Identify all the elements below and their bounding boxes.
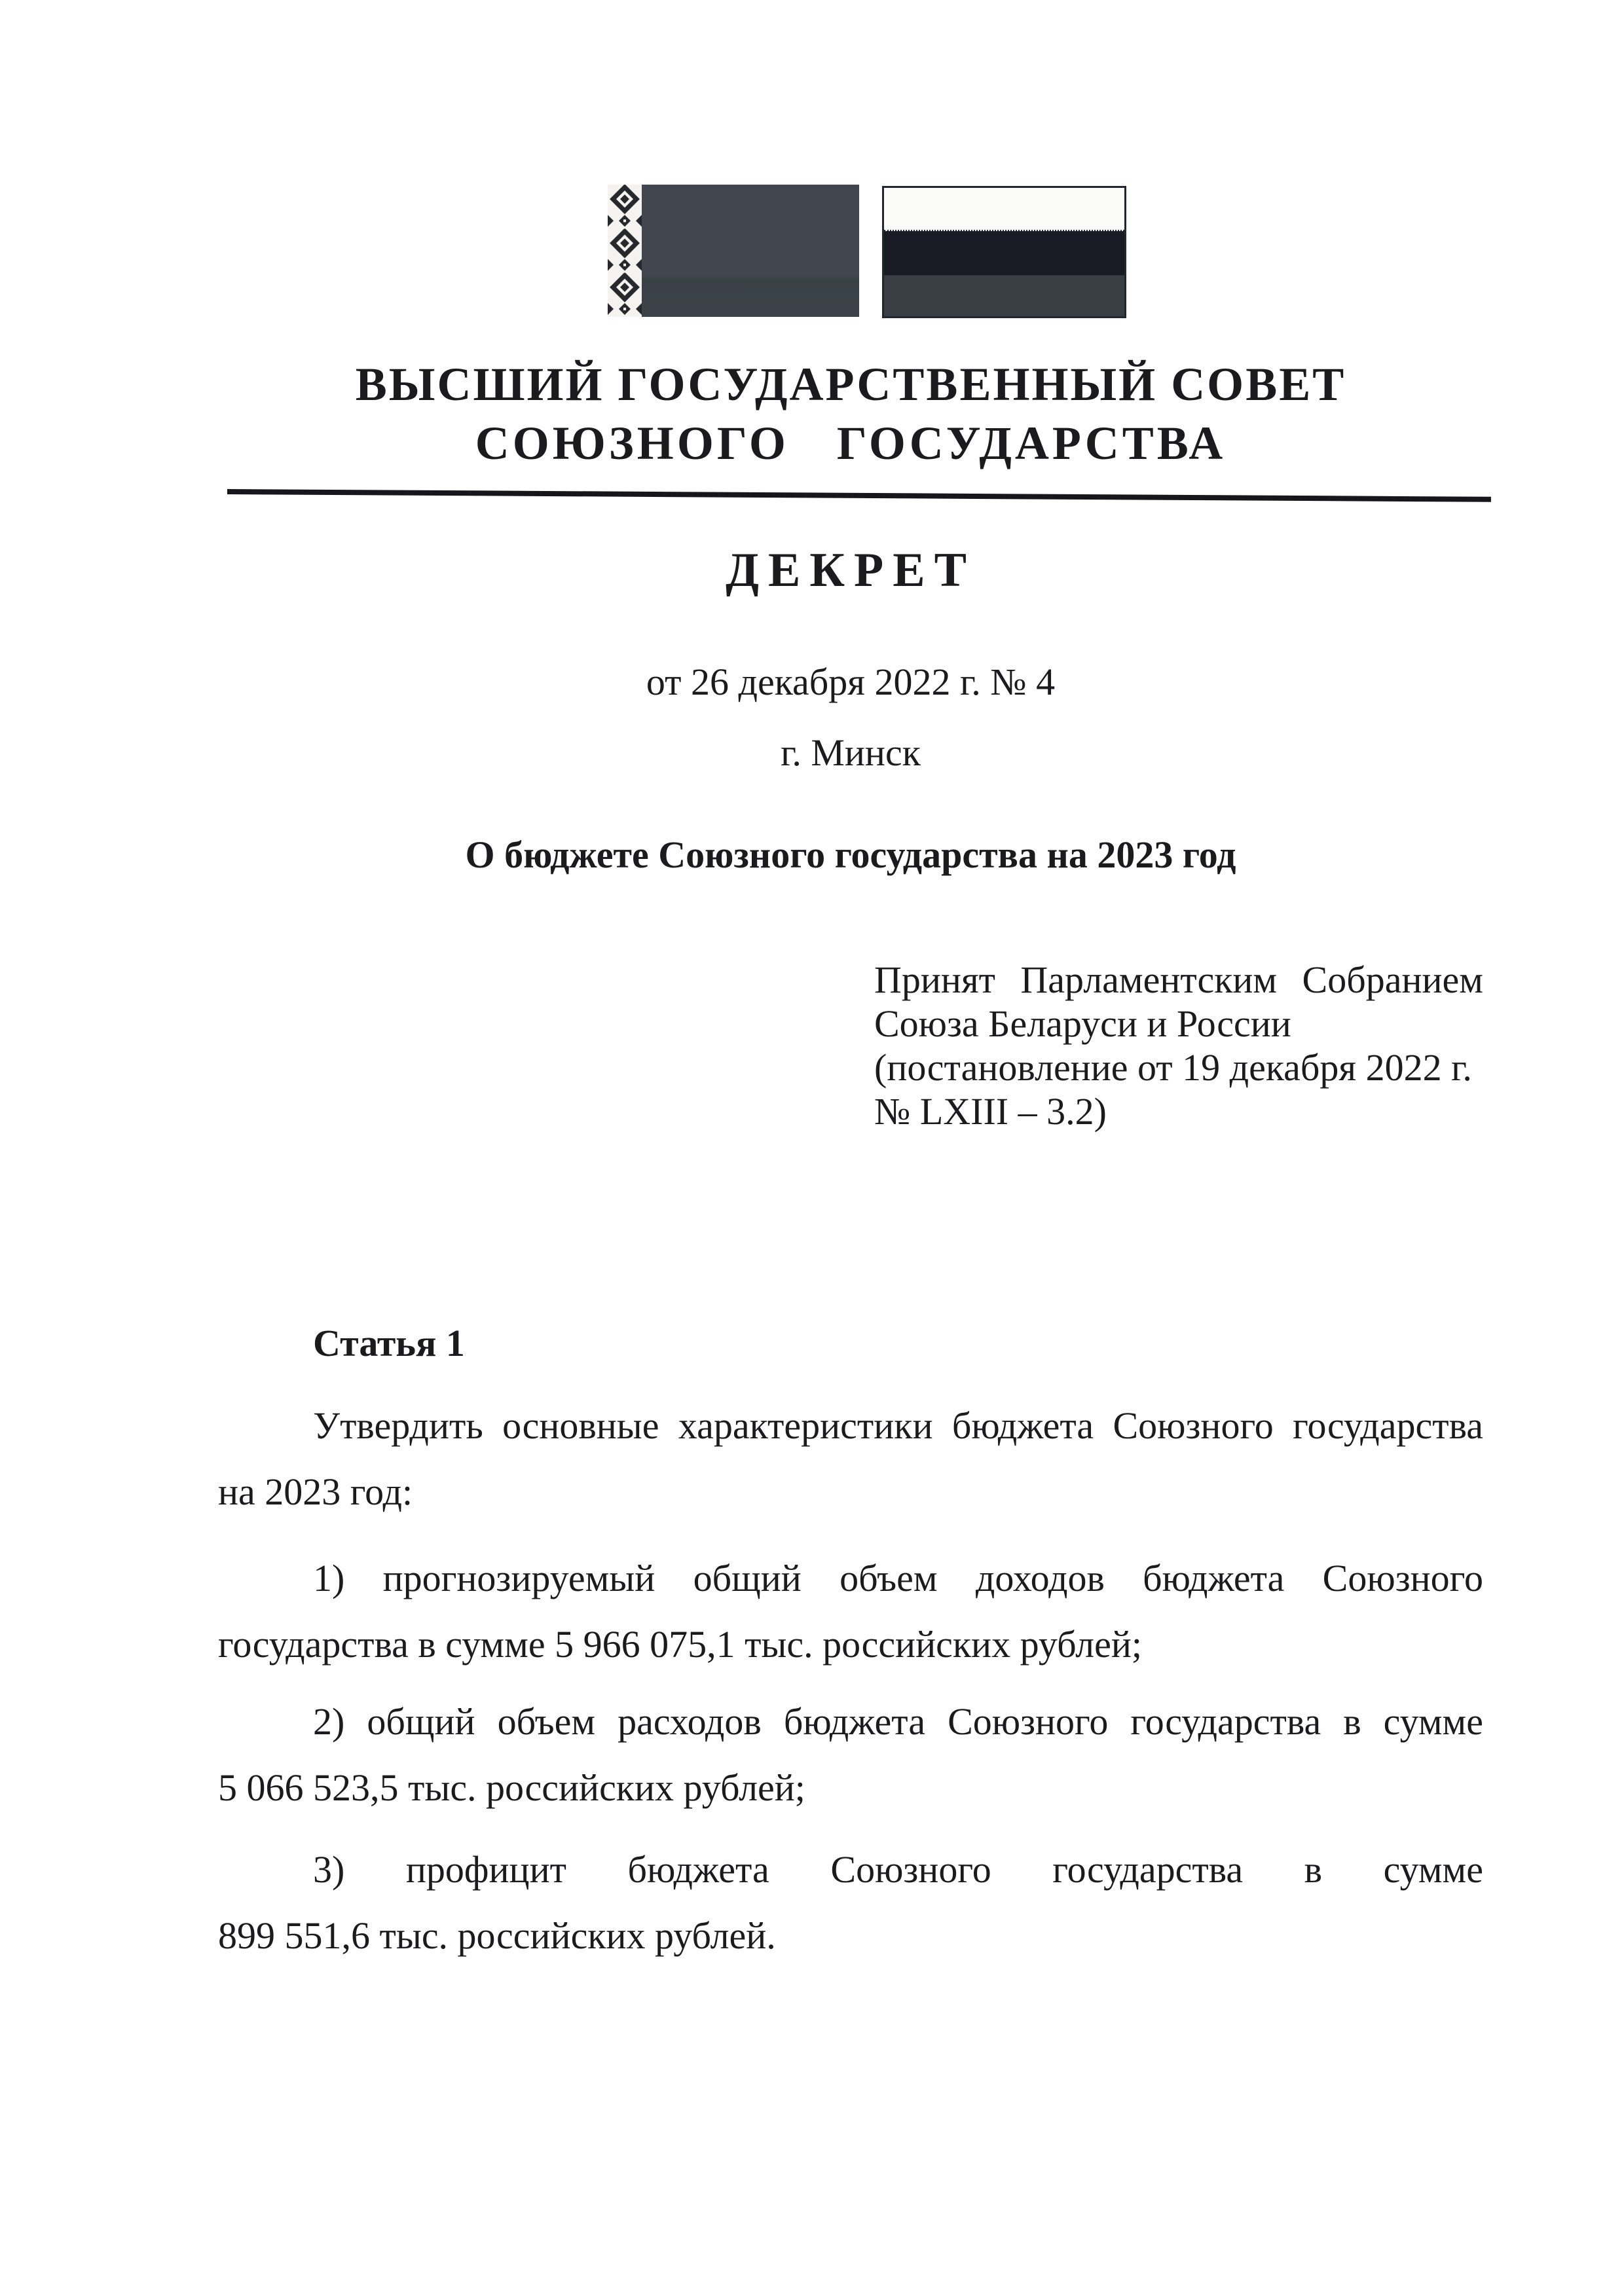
doc-subject: О бюджете Союзного государства на 2023 год — [465, 833, 1236, 876]
org-name-line-1: ВЫСШИЙ ГОСУДАРСТВЕННЫЙ СОВЕТ — [355, 358, 1346, 410]
russia-flag-red-stripe — [884, 275, 1124, 316]
adoption-line-1: Принят Парламентским Собранием — [874, 958, 1483, 1001]
adoption-line-3: (постановление от 19 декабря 2022 г. — [874, 1046, 1472, 1089]
russia-flag — [882, 186, 1126, 318]
article-1-intro-line-2: на 2023 год: — [218, 1470, 413, 1513]
letterhead-rule — [227, 489, 1491, 502]
article-1-heading: Статья 1 — [313, 1322, 465, 1364]
belarus-flag — [608, 185, 859, 317]
budget-item-3-line-2: 899 551,6 тыс. российских рублей. — [218, 1914, 776, 1957]
russia-flag-white-stripe — [884, 188, 1124, 231]
adoption-line-2: Союза Беларуси и России — [874, 1002, 1291, 1045]
doc-city: г. Минск — [781, 731, 921, 774]
belarus-ornament-icon — [608, 185, 642, 317]
adoption-line-4: № LXIII – 3.2) — [874, 1090, 1107, 1133]
budget-item-2-line-2: 5 066 523,5 тыс. российских рублей; — [218, 1766, 805, 1809]
adoption-block — [874, 958, 1483, 1133]
org-name-line-2: СОЮЗНОГО ГОСУДАРСТВА — [475, 417, 1227, 469]
budget-item-1-line-1: 1) прогнозируемый общий объем доходов бюджета Союзного — [313, 1557, 1483, 1599]
belarus-flag-field — [642, 185, 859, 317]
doc-type-title: ДЕКРЕТ — [726, 543, 976, 597]
budget-item-2-line-1: 2) общий объем расходов бюджета Союзного государства в сумме — [313, 1700, 1483, 1743]
budget-item-1-line-2: государства в сумме 5 966 075,1 тыс. российских рублей; — [218, 1623, 1142, 1666]
budget-item-3-line-1: 3) профицит бюджета Союзного государства в сумме — [313, 1848, 1483, 1891]
russia-flag-blue-stripe — [884, 231, 1124, 276]
doc-date-number: от 26 декабря 2022 г. № 4 — [646, 661, 1056, 703]
article-1-intro-line-1: Утвердить основные характеристики бюджета Союзного государства — [313, 1404, 1483, 1447]
